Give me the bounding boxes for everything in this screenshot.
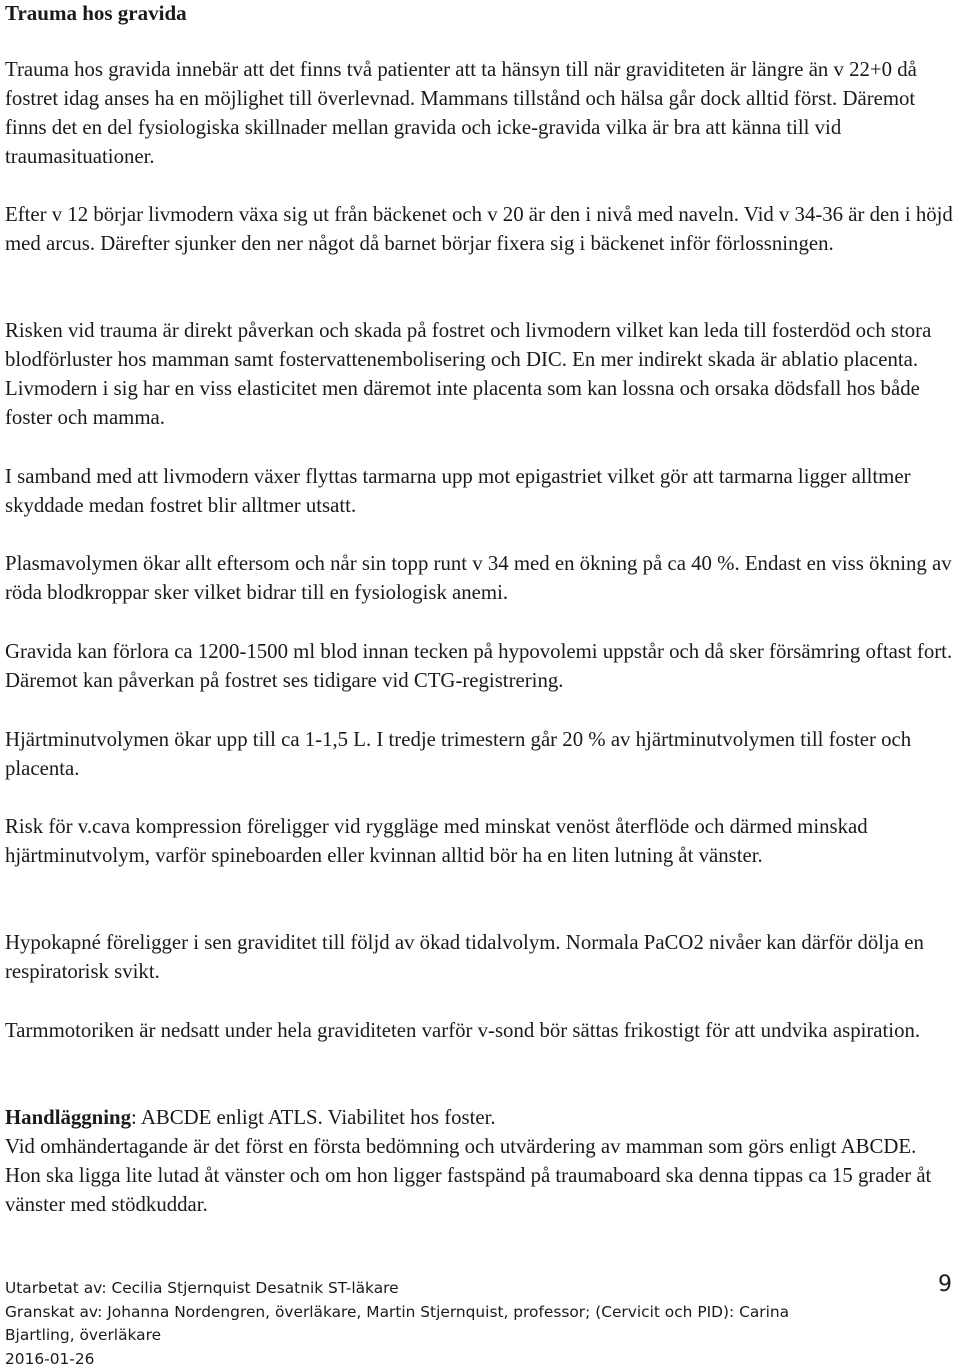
footer-reviewers-continued: Bjartling, överläkare (5, 1324, 953, 1348)
paragraph-bowel-motility: Tarmmotoriken är nedsatt under hela graviditeten varför v-sond bör sättas frikostigt för att undvika aspiration. (5, 1016, 953, 1045)
paragraph-hypocapnia: Hypokapné föreligger i sen graviditet till följd av ökad tidalvolym. Normala PaCO2 nivåer kan därför dölja en respiratorisk svikt. (5, 928, 953, 986)
paragraph-vena-cava: Risk för v.cava kompression föreligger vid ryggläge med minskat venöst återflöde och därmed minskad hjärtminutvolym, varför spineboarden eller kvinnan alltid bör ha en liten lutning åt vänster. (5, 812, 953, 870)
paragraph-blood-loss: Gravida kan förlora ca 1200-1500 ml blod innan tecken på hypovolemi uppstår och då sker försämring oftast fort. Däremot kan påverkan på fostret ses tidigare vid CTG-registrering. (5, 637, 953, 695)
footer-date: 2016-01-26 (5, 1348, 953, 1371)
page-footer (5, 1277, 953, 1371)
paragraph-management-body: Vid omhändertagande är det först en första bedömning och utvärdering av mamman som görs enligt ABCDE. Hon ska ligga lite lutad åt vänster och om hon ligger fastspänd på traumaboard ska denna tippas ca 15 grader åt vänster med stödkuddar. (5, 1132, 953, 1219)
paragraph-risk: Risken vid trauma är direkt påverkan och skada på fostret och livmodern vilket kan leda till fosterdöd och stora blodförluster hos mamman samt fostervattenembolisering och DIC. En mer indirekt skada är ablatio placenta. Livmodern i sig har en viss elasticitet men däremot inte placenta som kan lossna och orsaka dödsfall hos både foster och mamma. (5, 316, 953, 432)
management-label: Handläggning (5, 1106, 131, 1129)
footer-reviewers: Granskat av: Johanna Nordengren, överläkare, Martin Stjernquist, professor; (Cervicit och PID): Carina (5, 1301, 953, 1325)
paragraph-cardiac-output: Hjärtminutvolymen ökar upp till ca 1-1,5 L. I tredje trimestern går 20 % av hjärtminutvolymen till foster och placenta. (5, 725, 953, 783)
footer-author: Utarbetat av: Cecilia Stjernquist Desatnik ST-läkare (5, 1277, 953, 1301)
page-title: Trauma hos gravida (5, 1, 187, 25)
paragraph-uterus-growth: Efter v 12 börjar livmodern växa sig ut från bäckenet och v 20 är den i nivå med naveln. Vid v 34-36 är den i höjd med arcus. Därefter sjunker den ner något då barnet börjar fixera sig i bäckenet inför förlossningen. (5, 200, 953, 258)
paragraph-intro: Trauma hos gravida innebär att det finns två patienter att ta hänsyn till när graviditeten är längre än v 22+0 då fostret idag anses ha en möjlighet till överlevnad. Mammans tillstånd och hälsa går dock alltid först. Däremot finns det en del fysiologiska skillnader mellan gravida och icke-gravida vilka är bra att känna till vid traumasituationer. (5, 55, 953, 171)
paragraph-management (5, 1103, 953, 1132)
page-number: 9 (938, 1271, 952, 1299)
management-summary: : ABCDE enligt ATLS. Viabilitet hos foster. (131, 1106, 496, 1129)
paragraph-intestines: I samband med att livmodern växer flyttas tarmarna upp mot epigastriet vilket gör att tarmarna ligger alltmer skyddade medan fostret blir alltmer utsatt. (5, 462, 953, 520)
paragraph-plasma-volume: Plasmavolymen ökar allt eftersom och når sin topp runt v 34 med en ökning på ca 40 %. Endast en viss ökning av röda blodkroppar sker vilket bidrar till en fysiologisk anemi. (5, 549, 953, 607)
